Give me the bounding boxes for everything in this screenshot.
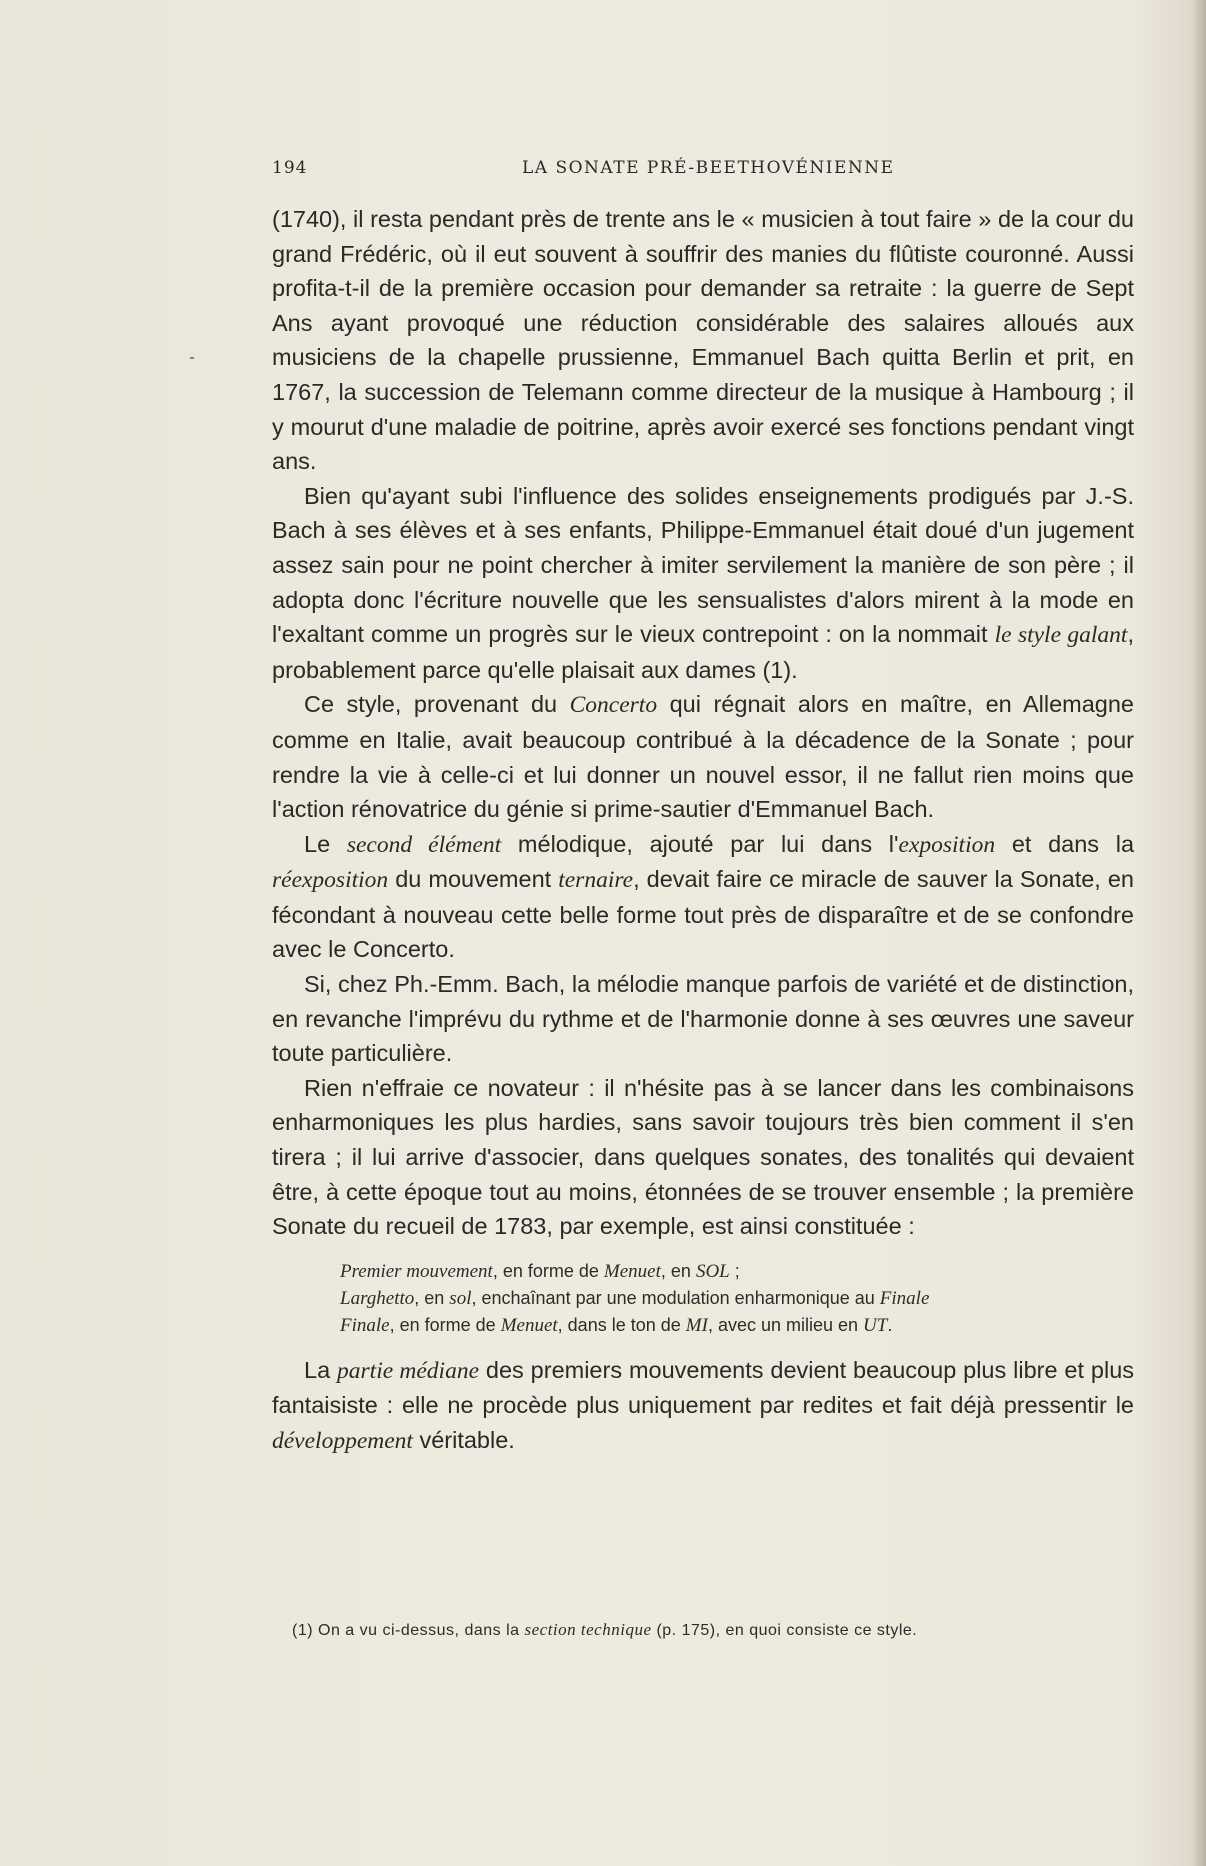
concerto-term: Concerto — [569, 692, 658, 719]
paragraph-1: (1740), il resta pendant près de trente ans le « musicien à tout faire » de la cour du grand Frédéric, où il eut souvent à souffrir des manies du flûtiste couronné. Aussi profita-t-il de la première occasion pour demander sa retraite : la guerre de Sept Ans ayant provoqué une réduction considérable des salaires alloués aux musiciens de la chapelle prussienne, Emmanuel Bach quitta Berlin et prit, en 1767, la succession de Telemann comme directeur de la musique à Hambourg ; il y mourut d'une maladie de poitrine, après avoir exercé ses fonctions pendant vingt ans. — [272, 206, 1134, 475]
movement-name: Premier mouvement — [340, 1260, 493, 1282]
paragraph-4-text-g: du mouvement — [395, 866, 552, 893]
movement-text: , avec un milieu en — [707, 1314, 859, 1335]
running-title: LA SONATE PRÉ-BEETHOVÉNIENNE — [522, 158, 895, 178]
paragraph-7-text-a: La — [304, 1356, 331, 1383]
second-element-term: second élément — [346, 831, 502, 858]
movement-text: , dans le ton de — [557, 1314, 681, 1335]
paragraph-4-text-c: mélodique, ajouté par lui dans l' — [517, 830, 899, 857]
movement-text: , en forme de — [389, 1314, 496, 1335]
footnote-term: section technique — [524, 1620, 652, 1639]
movement-key: UT — [863, 1314, 888, 1336]
movement-text: , en forme de — [492, 1260, 599, 1281]
paragraph-3-text: Ce style, provenant du — [304, 691, 558, 718]
movement-name: Larghetto — [340, 1287, 415, 1309]
partie-mediane-term: partie médiane — [337, 1357, 480, 1384]
paragraph-4-text-i: , devait faire ce miracle de sauver la Sonate, en fécondant à nouveau cette belle forme tout près de disparaître et de se confondre avec le Concerto. — [272, 866, 1135, 963]
paragraph-4 — [272, 827, 1134, 967]
paragraph-3 — [272, 687, 1134, 826]
movement-form: Menuet — [603, 1260, 661, 1282]
body-text — [272, 202, 1134, 1459]
paragraph-4-text-a: Le — [304, 830, 331, 857]
paper-speck — [190, 357, 194, 359]
paragraph-7-text-c: des premiers mouvements devient beaucoup plus libre et plus fantaisiste : elle ne procède plus uniquement par redites et fait déjà pressentir le — [272, 1356, 1135, 1419]
paragraph-2-text-end: , probablement parce qu'elle plaisait aux dames (1). — [272, 621, 1134, 683]
movement-target: Finale — [879, 1287, 930, 1309]
movement-item — [340, 1258, 1134, 1285]
movement-key: SOL — [695, 1260, 730, 1282]
reexposition-term: réexposition — [272, 867, 389, 894]
page-edge-shadow — [1192, 0, 1206, 1866]
movement-name: Finale — [340, 1314, 390, 1336]
paragraph-5: Si, chez Ph.-Emm. Bach, la mélodie manque parfois de variété et de distinction, en revanche l'imprévu du rythme et de l'harmonie donne à ses œuvres une saveur toute particulière. — [272, 971, 1134, 1067]
paragraph-4-text-e: et dans la — [1011, 830, 1135, 857]
style-galant-term: le style galant — [994, 622, 1128, 649]
ternaire-term: ternaire — [558, 867, 634, 894]
footnote — [292, 1620, 1152, 1640]
paragraph-2 — [272, 479, 1134, 688]
movement-text: ; — [729, 1260, 740, 1281]
movement-text: , en — [660, 1260, 691, 1281]
movement-text: , en — [414, 1287, 445, 1308]
paragraph-7-text-e: véritable. — [419, 1427, 515, 1453]
movement-text: , enchaînant par une modulation enharmonique au — [471, 1287, 875, 1308]
movement-key: MI — [685, 1314, 708, 1336]
movement-item — [340, 1312, 1134, 1339]
paragraph-2-text: Bien qu'ayant subi l'influence des solides enseignements prodigués par J.-S. Bach à ses élèves et à ses enfants, Philippe-Emmanuel était doué d'un jugement assez sain pour ne point chercher à imiter servilement la manière de son père ; il adopta donc l'écriture nouvelle que les sensualistes d'alors mirent à la mode en l'exaltant comme un progrès sur le vieux contrepoint : on la nommait — [272, 482, 1134, 648]
page-header — [272, 158, 1152, 184]
movement-form: Menuet — [500, 1314, 558, 1336]
paragraph-3-text-end: qui régnait alors en maître, en Allemagne comme en Italie, avait beaucoup contribué à la décadence de la Sonate ; pour rendre la vie à celle-ci et lui donner un nouvel essor, il ne fallut rien moins que l'action rénovatrice du génie si prime-sautier d'Emmanuel Bach. — [272, 691, 1134, 823]
movement-key: sol — [449, 1287, 472, 1309]
paragraph-7 — [272, 1353, 1134, 1459]
footnote-text: (1) On a vu ci-dessus, dans la — [292, 1622, 520, 1639]
developpement-term: développement — [272, 1428, 413, 1454]
footnote-text-end: (p. 175), en quoi consiste ce style. — [656, 1622, 918, 1639]
exposition-term: exposition — [898, 831, 996, 858]
paragraph-6: Rien n'effraie ce novateur : il n'hésite pas à se lancer dans les combinaisons enharmoniques les plus hardies, sans savoir toujours très bien comment il s'en tirera ; il lui arrive d'associer, dans quelques sonates, des tonalités qui devaient être, à cette époque tout au moins, étonnées de se trouver ensemble ; la première Sonate du recueil de 1783, par exemple, est ainsi constituée : — [272, 1074, 1134, 1240]
page-number: 194 — [272, 158, 308, 178]
movement-list — [340, 1258, 1134, 1339]
movement-text: . — [887, 1314, 893, 1335]
movement-item — [340, 1285, 1134, 1312]
